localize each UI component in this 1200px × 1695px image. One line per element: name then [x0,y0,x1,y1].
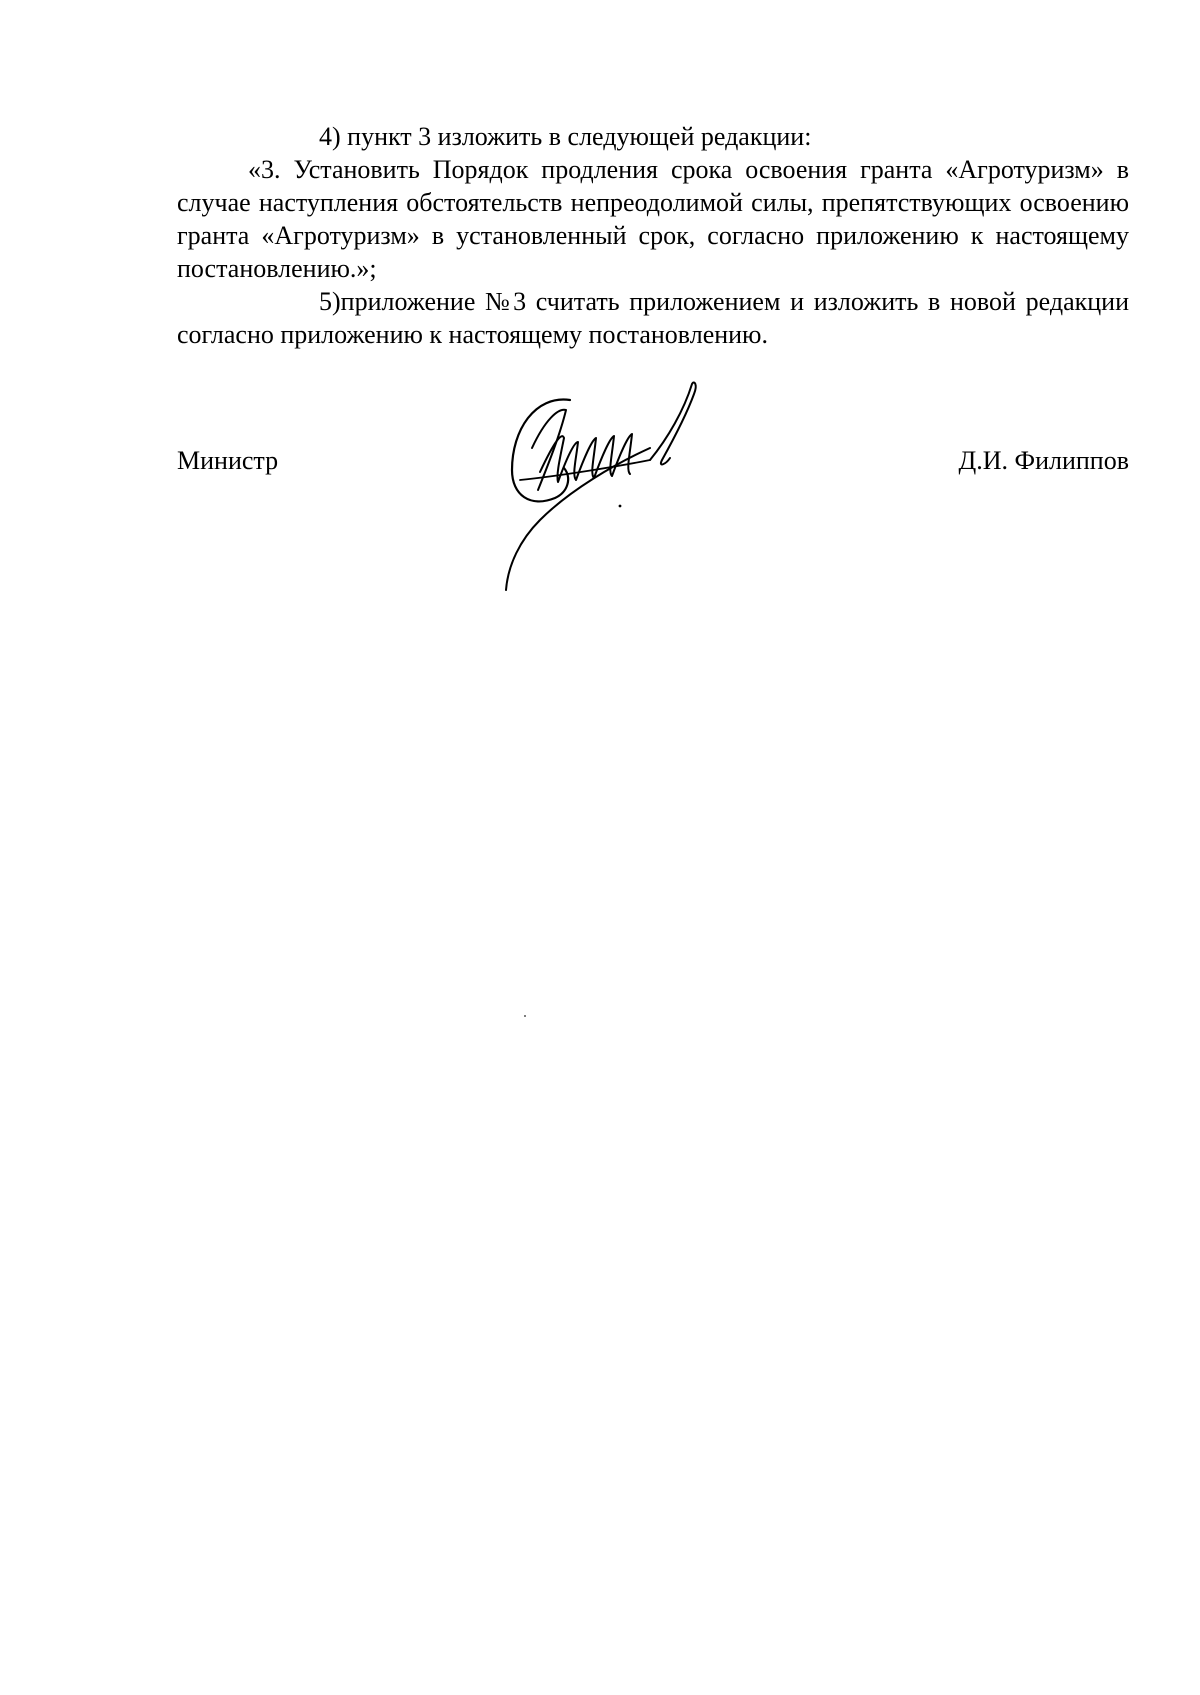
item-number: 5) [319,287,341,316]
scan-speck [524,1015,526,1017]
paragraph-text: «3. Установить Порядок продления срока освоения гранта «Агротуризм» в случае наступления обстоятельств непреодолимой силы, препятствующих освоению гранта «Агротуризм» в установленный срок, согласно приложению к настоящему постановлению.»; [177,155,1129,283]
item-number: 4) [319,122,341,151]
signatory-name: Д.И. Филиппов [958,446,1129,475]
paragraph-item-4 [177,120,1129,153]
paragraph-item-5 [177,285,1129,351]
signatory-position: Министр [177,446,279,475]
handwritten-signature [500,380,770,620]
paragraph-text: пункт 3 изложить в следующей редакции: [347,122,812,151]
document-body [177,120,1129,351]
paragraph-quoted-clause [177,153,1129,285]
paragraph-text: приложение №3 считать приложением и изложить в новой редакции согласно приложению к настоящему постановлению. [177,287,1129,349]
